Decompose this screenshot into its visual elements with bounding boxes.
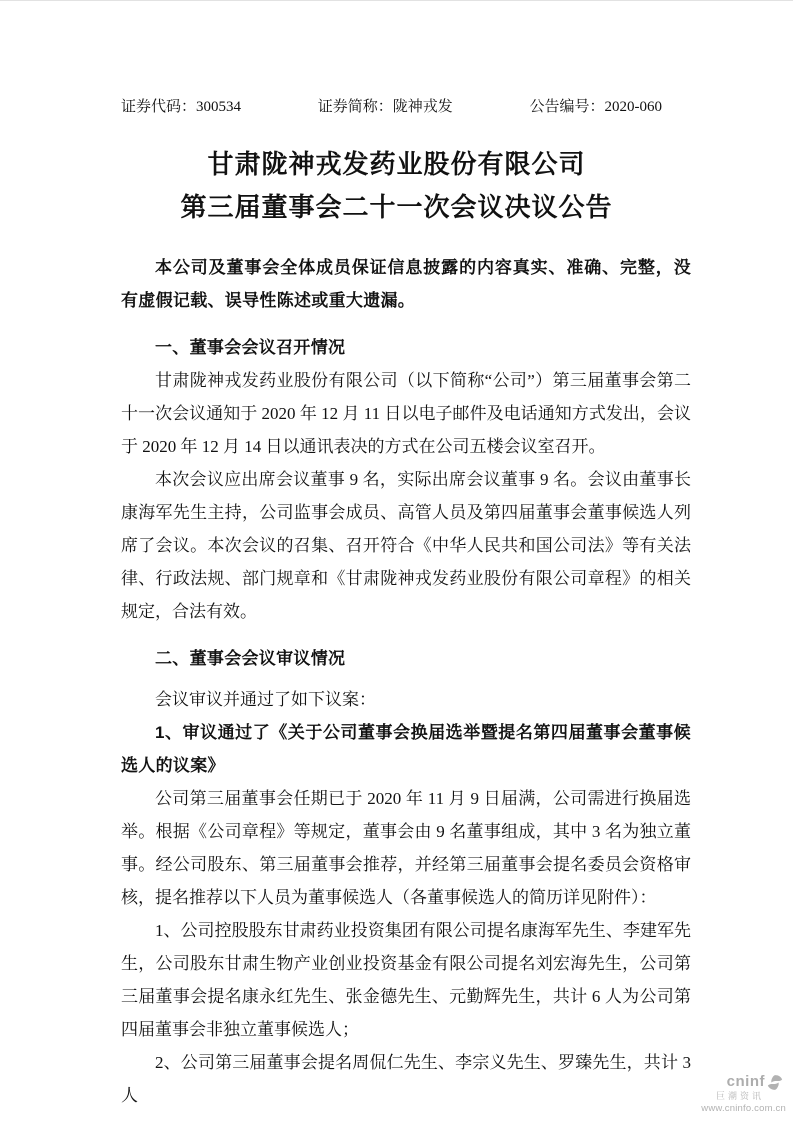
cninfo-url: www.cninfo.com.cn bbox=[701, 1102, 786, 1114]
section-1-paragraph-1: 甘肃陇神戎发药业股份有限公司（以下简称“公司”）第三届董事会第二十一次会议通知于 2020 年 12 月 11 日以电子邮件及电话通知方式发出，会议于 2020 年 12 月 14 日以通讯表决的方式在公司五楼会议室召开。 bbox=[121, 371, 691, 456]
disclaimer-paragraph: 本公司及董事会全体成员保证信息披露的内容真实、准确、完整，没有虚假记载、误导性陈述或重大遗漏。 bbox=[121, 258, 691, 310]
resolution-1-heading: 1、审议通过了《关于公司董事会换届选举暨提名第四届董事会董事候选人的议案》 bbox=[121, 723, 691, 775]
stock-name-label: 证券简称： bbox=[317, 99, 393, 115]
cninfo-brand-text: cninf bbox=[726, 1072, 765, 1090]
document-header bbox=[121, 97, 662, 118]
announcement-number-value: 2020-060 bbox=[604, 99, 662, 115]
stock-name-value: 陇神戎发 bbox=[392, 99, 453, 115]
stock-code-value: 300534 bbox=[196, 99, 242, 115]
section-2-paragraph-1: 公司第三届董事会任期已于 2020 年 11 月 9 日届满，公司需进行换届选举。根据《公司章程》等规定，董事会由 9 名董事组成，其中 3 名为独立董事。经公司股东、第三届董事会推荐，并经第三届董事会提名委员会资格审核，提名推荐以下人员为董事候选人（各董事候选人的简历详见附件）： bbox=[121, 789, 691, 907]
stock-name bbox=[318, 97, 453, 118]
document-body bbox=[0, 251, 793, 1112]
section-2-paragraph-3: 2、公司第三届董事会提名周侃仁先生、李宗义先生、罗臻先生，共计 3 人 bbox=[121, 1053, 691, 1105]
section-1-paragraph-2: 本次会议应出席会议董事 9 名，实际出席会议董事 9 名。会议由董事长康海军先生主持，公司监事会成员、高管人员及第四届董事会董事候选人列席了会议。本次会议的召集、召开符合《中华人民共和国公司法》等有关法律、行政法规、部门规章和《甘肃陇神戎发药业股份有限公司章程》的相关规定，合法有效。 bbox=[121, 470, 691, 621]
document-title-line1: 甘肃陇神戎发药业股份有限公司 bbox=[207, 150, 586, 179]
announcement-number-label: 公告编号： bbox=[529, 99, 605, 115]
announcement-number bbox=[529, 97, 662, 118]
section-2-heading: 二、董事会会议审议情况 bbox=[155, 649, 346, 668]
document-title-line2: 第三届董事会二十一次会议决议公告 bbox=[180, 193, 613, 222]
document-title bbox=[0, 143, 793, 229]
section-2-intro: 会议审议并通过了如下议案： bbox=[155, 690, 376, 709]
section-2-paragraph-2: 1、公司控股股东甘肃药业投资集团有限公司提名康海军先生、李建军先生，公司股东甘肃生物产业创业投资基金有限公司提名刘宏海先生，公司第三届董事会提名康永红先生、张金德先生、元勤辉先生，共计 6 人为公司第四届董事会非独立董事候选人； bbox=[121, 921, 691, 1039]
cninfo-chinese-name: 巨潮资讯 bbox=[715, 1090, 764, 1101]
section-1-heading: 一、董事会会议召开情况 bbox=[155, 338, 346, 357]
stock-code-label: 证券代码： bbox=[121, 99, 197, 115]
stock-code bbox=[121, 97, 241, 118]
cninfo-brand-row bbox=[696, 1074, 788, 1091]
cninfo-watermark bbox=[696, 1074, 788, 1114]
cninfo-swirl-icon bbox=[766, 1074, 784, 1091]
